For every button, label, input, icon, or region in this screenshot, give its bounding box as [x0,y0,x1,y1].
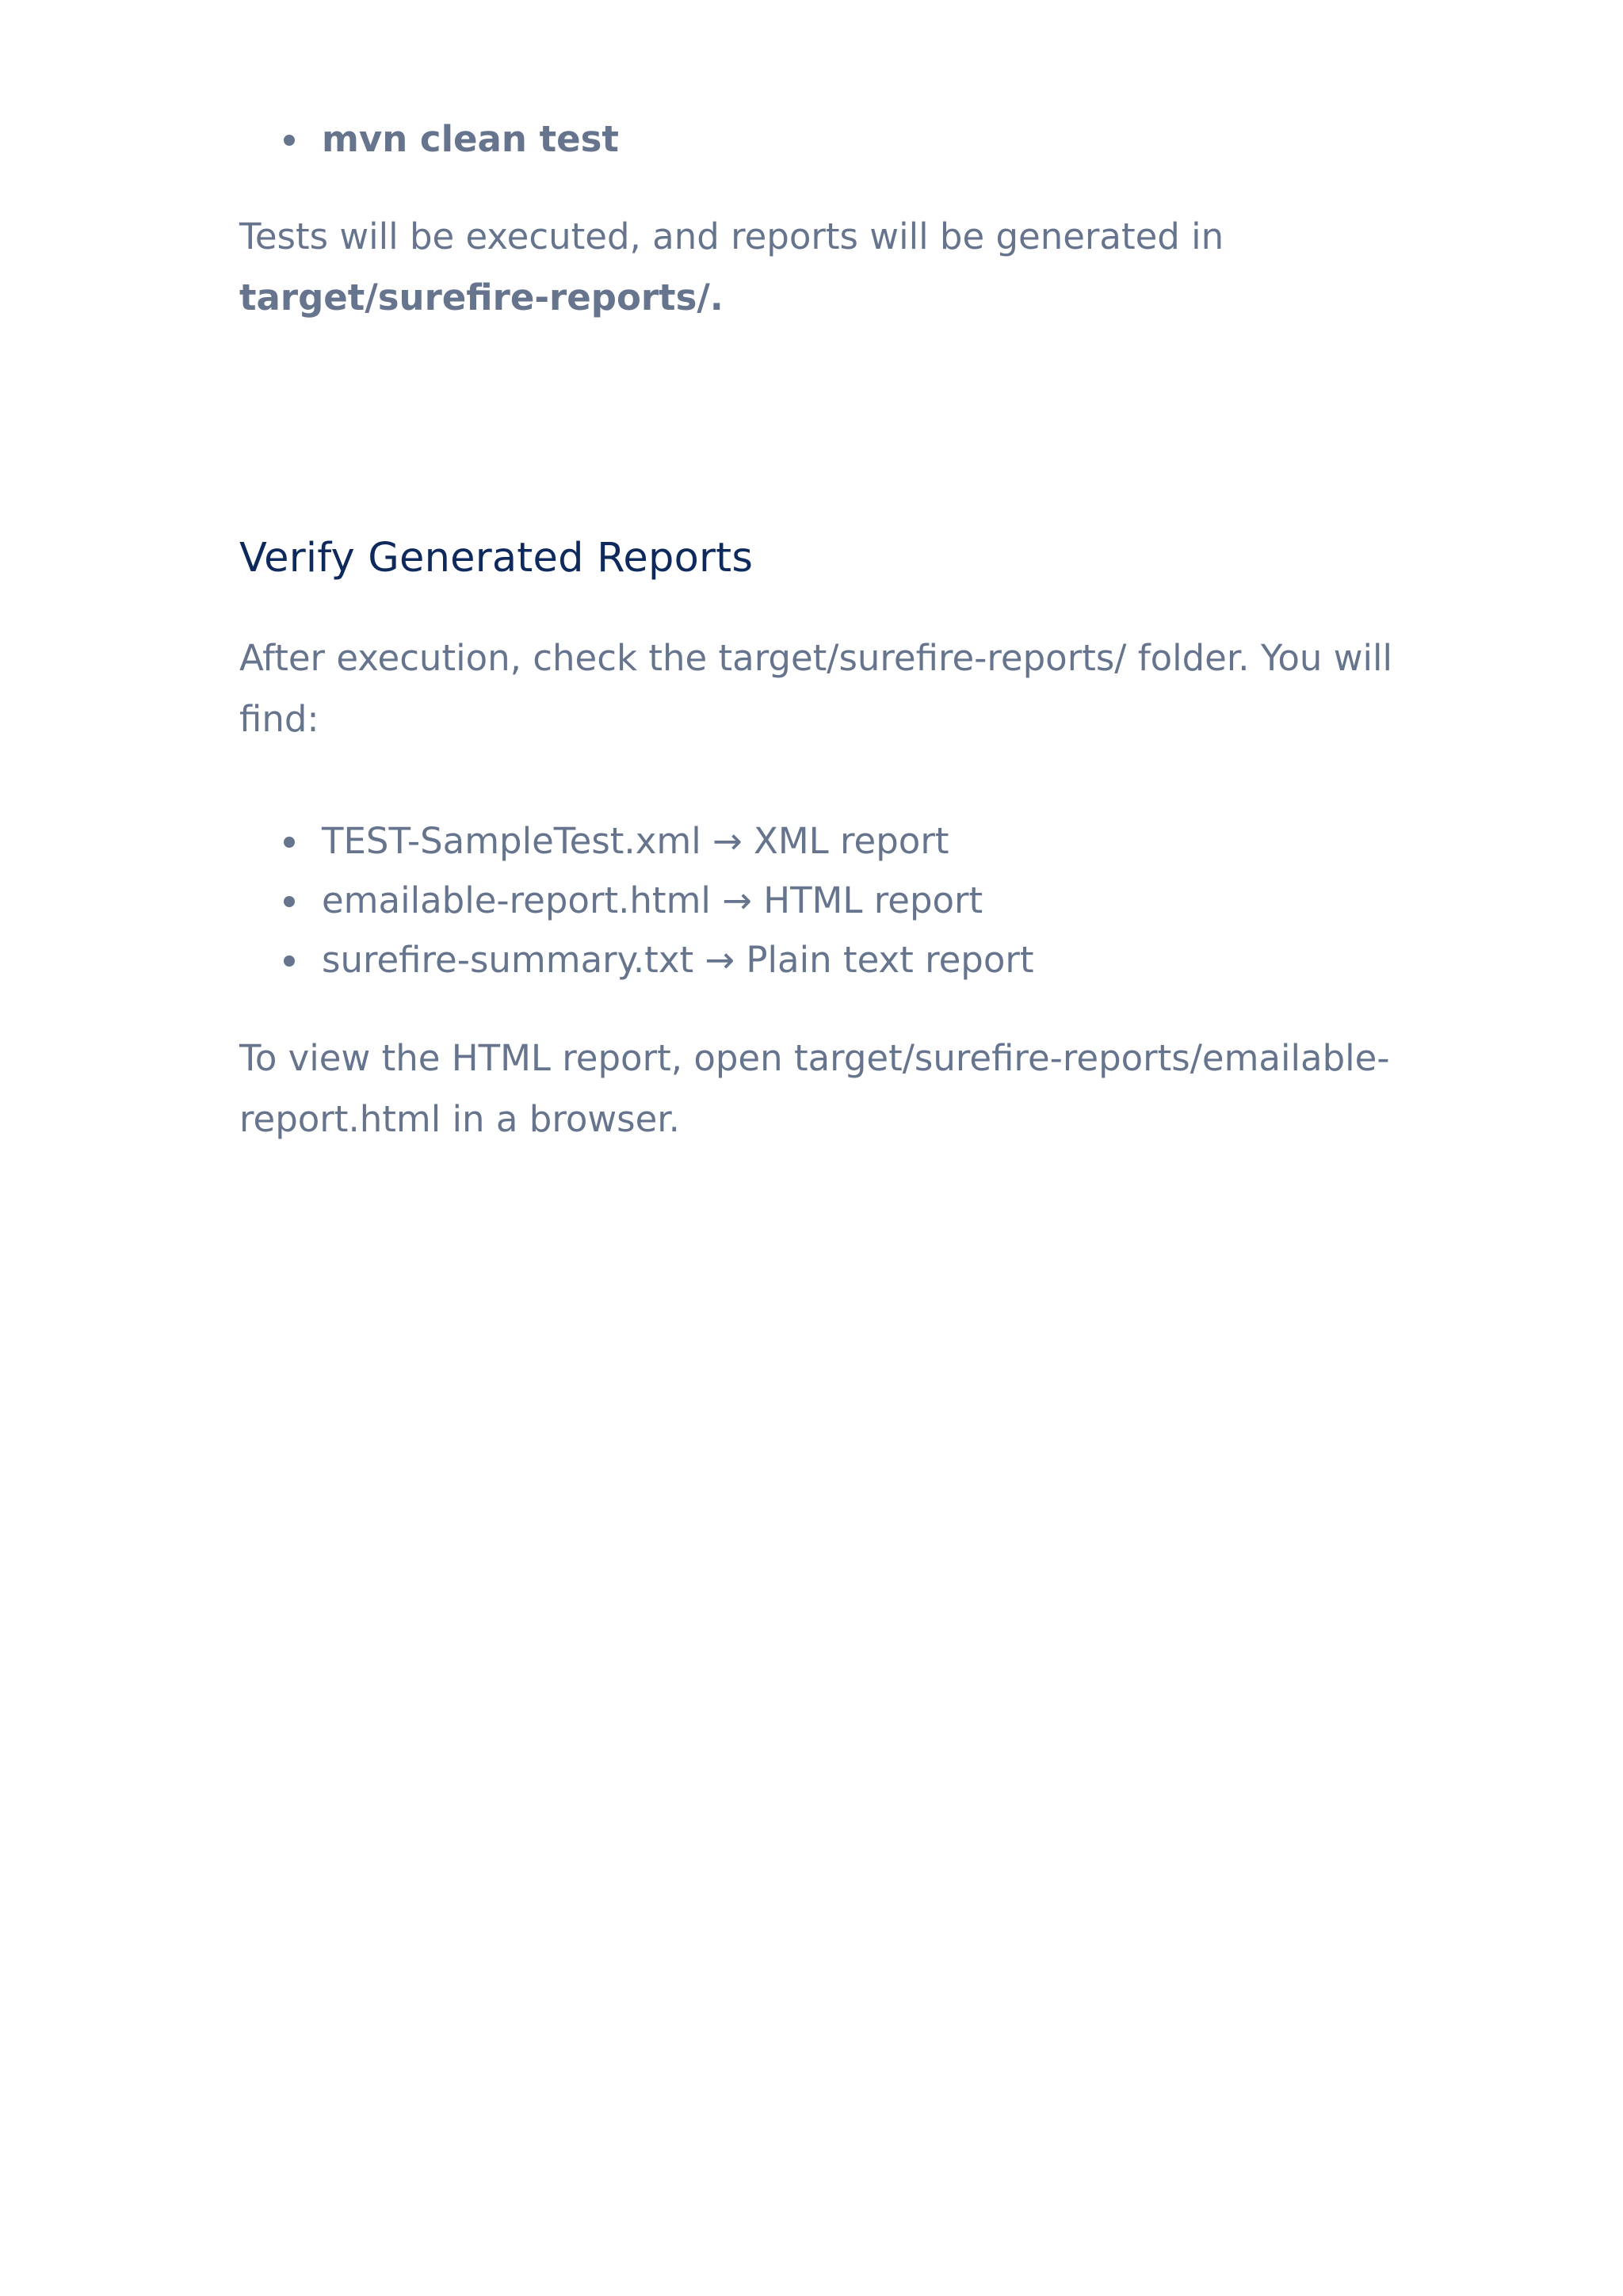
command-list [239,109,619,169]
report-file-text: emailable-report.html → HTML report [322,879,983,921]
bullet-dot-icon [284,837,295,848]
section-heading: Verify Generated Reports [239,535,754,582]
list-item [239,871,1034,930]
list-item [239,811,1034,871]
reports-path: target/surefire-reports/. [239,277,724,318]
report-files-list [239,811,1034,990]
bullet-dot-icon [284,955,295,967]
command-text: mvn clean test [322,118,619,160]
report-file-text: TEST-SampleTest.xml → XML report [322,820,949,862]
list-item [239,109,619,169]
report-file-text: surefire-summary.txt → Plain text report [322,939,1034,981]
run-paragraph [239,206,1396,328]
intro-paragraph: After execution, check the target/surefire-reports/ folder. You will find: [239,637,1393,740]
bullet-dot-icon [284,896,295,907]
run-paragraph-text: Tests will be executed, and reports will be generated in [239,215,1224,257]
view-note-paragraph: To view the HTML report, open target/surefire-reports/emailable-report.html in a browser. [239,1037,1390,1140]
bullet-dot-icon [284,135,295,146]
list-item [239,930,1034,990]
